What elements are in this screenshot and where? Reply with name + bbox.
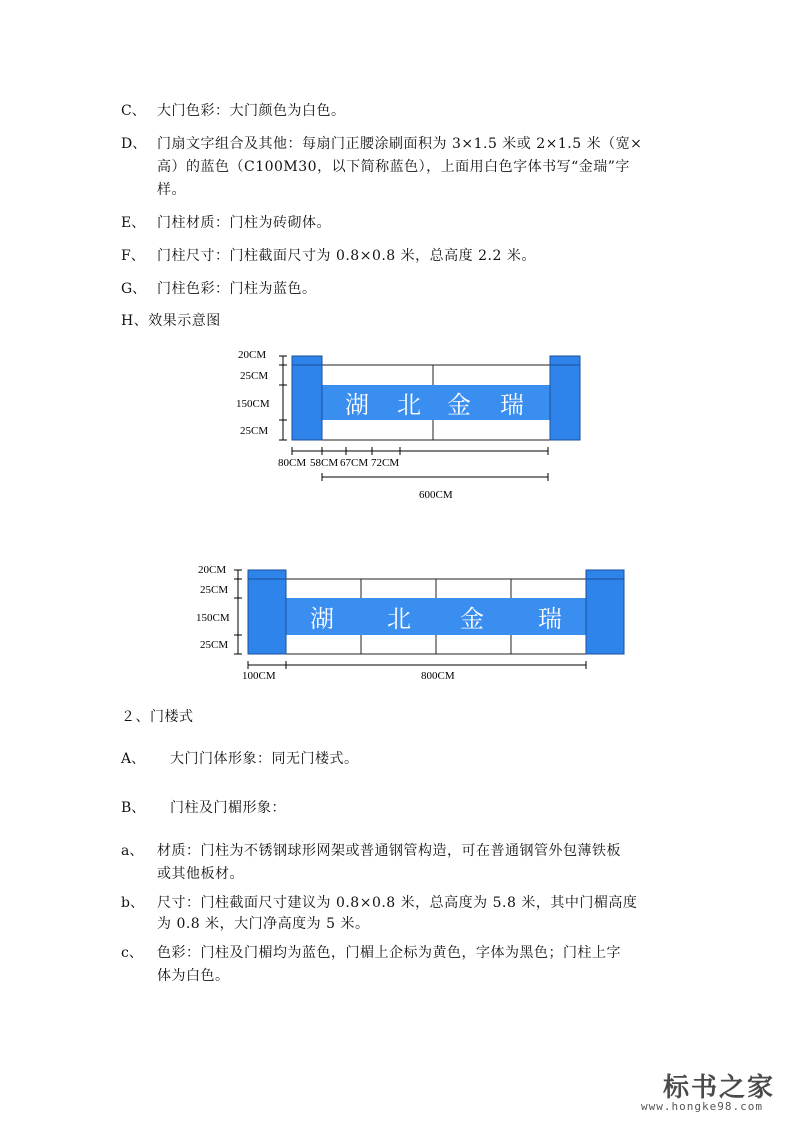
width-label: 800CM bbox=[421, 670, 455, 682]
height-label: 25CM bbox=[240, 370, 269, 382]
banner-char: 北 bbox=[387, 607, 411, 633]
item-label-c2: c、 bbox=[121, 945, 143, 961]
banner-char: 金 bbox=[460, 607, 484, 633]
banner-char: 湖 bbox=[310, 607, 334, 633]
total-width-label: 600CM bbox=[419, 489, 453, 501]
width-label: 80CM bbox=[278, 457, 307, 469]
height-label: 25CM bbox=[200, 584, 229, 596]
item-label-g: G、 bbox=[121, 281, 147, 297]
height-label: 20CM bbox=[198, 564, 227, 576]
item-a-line2: 或其他板材。 bbox=[157, 866, 244, 882]
item-h-heading: H、效果示意图 bbox=[121, 313, 221, 329]
gate-pillar-right bbox=[586, 570, 624, 654]
item-a-line1: 材质：门柱为不锈钢球形网架或普通钢管构造，可在普通钢管外包薄铁板 bbox=[157, 843, 621, 859]
item-d-line2: 高）的蓝色（C100M30，以下简称蓝色），上面用白色字体书写“金瑞”字 bbox=[157, 159, 630, 175]
item-g-text: 门柱色彩：门柱为蓝色。 bbox=[157, 281, 317, 297]
item-f-text: 门柱尺寸：门柱截面尺寸为 0.8×0.8 米，总高度 2.2 米。 bbox=[157, 248, 536, 264]
gate-diagram-2 bbox=[190, 560, 640, 685]
width-label: 58CM bbox=[310, 457, 339, 469]
item-c-text: 大门色彩：大门颜色为白色。 bbox=[157, 103, 346, 119]
banner-char: 湖 bbox=[345, 393, 369, 419]
gate-diagram-1 bbox=[230, 345, 600, 505]
item-d-line3: 样。 bbox=[157, 182, 186, 198]
item-label-A: A、 bbox=[121, 751, 146, 767]
item-A-text: 大门门体形象：同无门楼式。 bbox=[170, 751, 359, 767]
width-label: 67CM bbox=[340, 457, 369, 469]
item-label-e: E、 bbox=[121, 215, 146, 231]
item-e-text: 门柱材质：门柱为砖砌体。 bbox=[157, 215, 331, 231]
item-label-b: b、 bbox=[121, 895, 144, 911]
item-label-B: B、 bbox=[121, 800, 146, 816]
height-label: 150CM bbox=[196, 612, 230, 624]
height-label: 20CM bbox=[238, 349, 267, 361]
width-label: 100CM bbox=[242, 670, 276, 682]
item-B-text: 门柱及门楣形象： bbox=[170, 800, 286, 816]
item-b-line2: 为 0.8 米，大门净高度为 5 米。 bbox=[157, 916, 370, 932]
height-label: 25CM bbox=[200, 639, 229, 651]
item-c2-line1: 色彩：门柱及门楣均为蓝色，门楣上企标为黄色，字体为黑色；门柱上字 bbox=[157, 945, 621, 961]
gate-pillar-left bbox=[248, 570, 286, 654]
banner-char: 金 bbox=[447, 393, 471, 419]
height-dimension-lines bbox=[234, 570, 242, 654]
gate-pillar-left bbox=[292, 356, 322, 440]
item-c2-line2: 体为白色。 bbox=[157, 968, 230, 984]
item-d-line1: 门扇文字组合及其他：每扇门正腰涂刷面积为 3×1.5 米或 2×1.5 米（宽× bbox=[157, 136, 643, 152]
item-label-c: C、 bbox=[121, 103, 146, 119]
section-2-title: ２、门楼式 bbox=[121, 709, 194, 725]
height-dimension-lines bbox=[279, 356, 287, 440]
banner-char: 瑞 bbox=[538, 607, 562, 633]
watermark-logo-text: 标书之家 bbox=[663, 1073, 776, 1103]
item-label-a: a、 bbox=[121, 843, 144, 859]
width-label: 72CM bbox=[371, 457, 400, 469]
gate-pillar-right bbox=[550, 356, 580, 440]
width-dimension-lines bbox=[248, 661, 586, 669]
item-label-d: D、 bbox=[121, 136, 147, 152]
height-label: 25CM bbox=[240, 425, 269, 437]
banner-char: 北 bbox=[397, 393, 421, 419]
item-b-line1: 尺寸：门柱截面尺寸建议为 0.8×0.8 米，总高度为 5.8 米，其中门楣高度 bbox=[157, 895, 638, 911]
watermark-url: www.hongke98.com bbox=[641, 1100, 763, 1113]
banner-char: 瑞 bbox=[500, 393, 524, 419]
item-label-f: F、 bbox=[121, 248, 145, 264]
height-label: 150CM bbox=[236, 398, 270, 410]
